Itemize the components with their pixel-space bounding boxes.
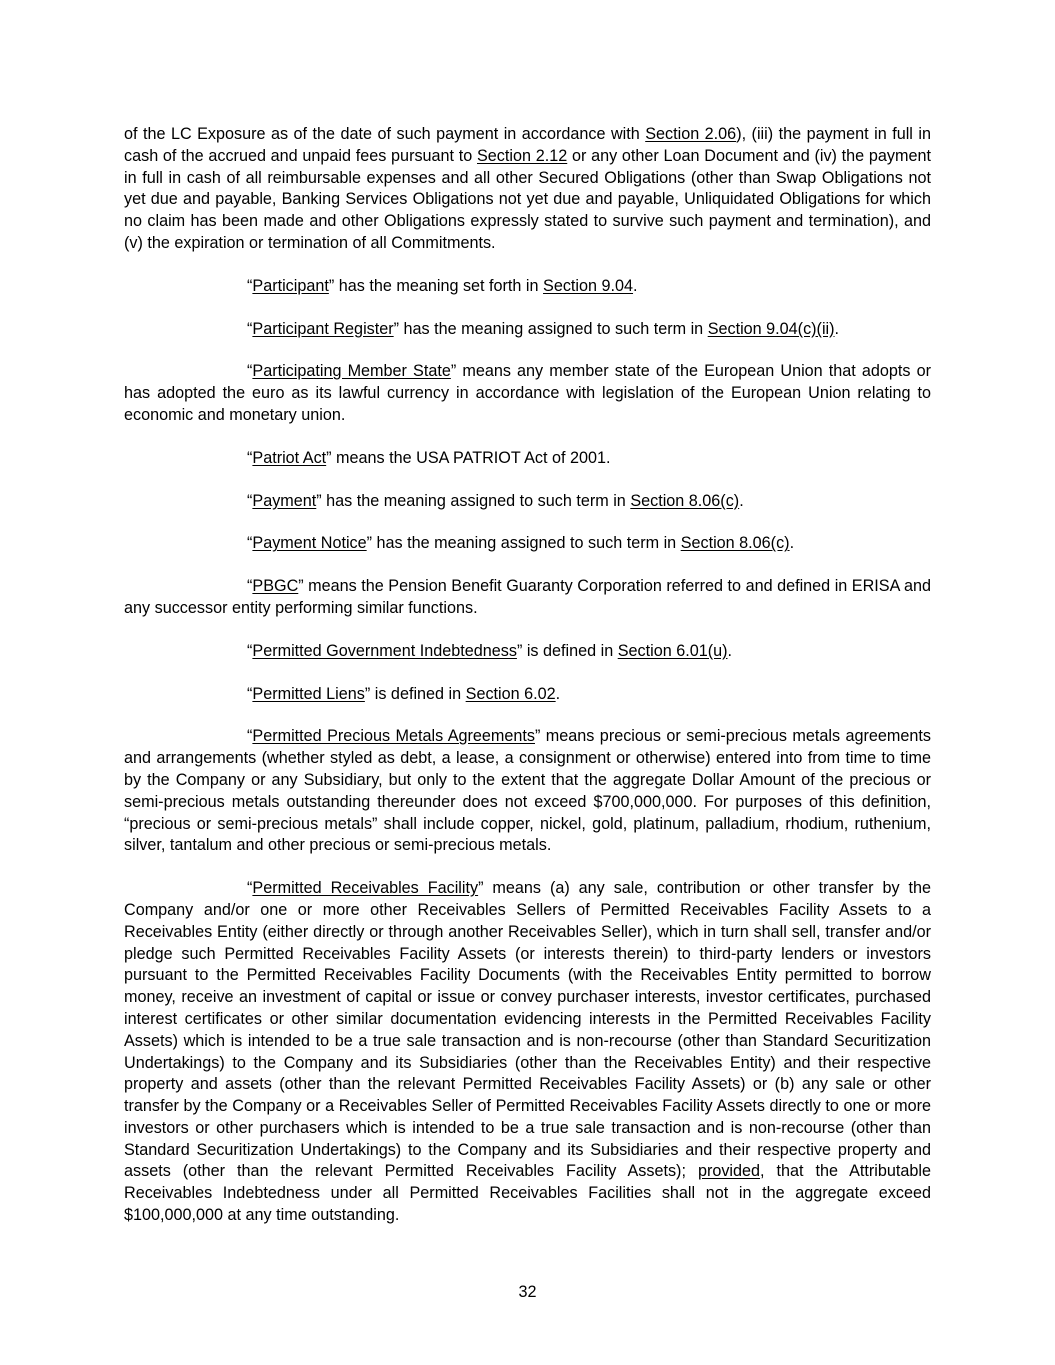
section-2-06-reference: Section 2.06 — [645, 125, 737, 143]
definition-participating-member-state: “Participating Member State” means any member state of the European Union that adopts or has adopted the euro as its lawful currency in accordance with legislation of the European Union relating to economic and monetary union. — [124, 362, 931, 424]
page-number: 32 — [518, 1283, 537, 1301]
definition-pbgc: “PBGC” means the Pension Benefit Guaranty Corporation referred to and defined in ERISA and any successor entity performing similar functions. — [124, 577, 931, 617]
defined-term: Participant — [252, 276, 329, 295]
definition-payment: “Payment” has the meaning assigned to such term in Section 8.06(c). — [247, 491, 744, 510]
document-page — [124, 124, 931, 1248]
definition-patriot-act: “Patriot Act” means the USA PATRIOT Act of 2001. — [247, 448, 611, 467]
provided-term: provided — [697, 1162, 761, 1181]
section-reference: Section 6.02 — [465, 684, 556, 703]
definition-permitted-precious-metals-agreements: “Permitted Precious Metals Agreements” means precious or semi-precious metals agreements and arrangements (whether styled as debt, a lease, a consignment or otherwise) entered into from time to time by the Company or any Subsidiary, but only to the extent that the aggregate Dollar Amount of the precious or semi-precious metals outstanding thereunder does not exceed $700,000,000. For purposes of this definition, “precious or semi-precious metals” shall include copper, nickel, gold, platinum, palladium, rhodium, ruthenium, silver, tantalum and other precious or semi-precious metals. — [124, 727, 931, 855]
defined-term: Permitted Liens — [252, 684, 365, 703]
definition-permitted-receivables-facility: “Permitted Receivables Facility” means (a) any sale, contribution or other transfer by the Company and/or one or more other Receivables Sellers of Permitted Receivables Facility Assets to a Receivables Entity (either directly or through another Receivables Seller), which in turn shall sell, transfer and/or pledge such Permitted Receivables Facility Assets (or interests therein) to third-party lenders or investors pursuant to the Permitted Receivables Facility Documents (with the Receivables Entity permitted to borrow money, receive an investment of capital or issue or convey purchaser interests, investor certificates, purchased interest certificates or other similar documentation evidencing interests in the Permitted Receivables Facility Assets) which is intended to be a true sale transaction and is non-recourse (other than Standard Securitization Undertakings) to the Company and its Subsidiaries (other than the Receivables Entity) and their respective property and assets (other than the relevant Permitted Receivables Facility Assets) or (b) any sale or other transfer by the Company or a Receivables Seller of Permitted Receivables Facility Assets directly to one or more investors or other purchasers which is intended to be a true sale transaction and is non-recourse (other than Standard Securitization Undertakings) to the Company and its Subsidiaries and their respective property and assets (other than the relevant Permitted Receivables Facility Assets); provided, that the Attributable Receivables Indebtedness under all Permitted Receivables Facilities shall not in the aggregate exceed $100,000,000 at any time outstanding. — [124, 879, 932, 1225]
defined-term: Permitted Receivables Facility — [252, 879, 479, 898]
defined-term: Patriot Act — [252, 448, 327, 467]
definition-participant-register: “Participant Register” has the meaning assigned to such term in Section 9.04(c)(ii). — [247, 319, 840, 338]
defined-term: Payment Notice — [252, 534, 367, 553]
defined-term: Permitted Government Indebtedness — [252, 641, 517, 660]
section-reference: Section 9.04 — [543, 276, 634, 295]
defined-term: Participant Register — [252, 319, 394, 338]
section-reference: Section 9.04(c)(ii) — [707, 319, 835, 338]
defined-term: Participating Member State — [252, 362, 451, 381]
paragraph-continuation: of the LC Exposure as of the date of such payment in accordance with Section 2.06), (iii) the payment in full in cash of the accrued and unpaid fees pursuant to Section 2.12 or any other Loan Document and (iv) the payment in full in cash of all reimbursable expenses and all other Secured Obligations (other than Swap Obligations not yet due and payable, Banking Services Obligations not yet due and payable, Unliquidated Obligations for which no claim has been made and other Obligations expressly stated to survive such payment and termination), and (v) the expiration or termination of all Commitments. — [124, 125, 931, 252]
definition-participant: “Participant” has the meaning set forth in Section 9.04. — [247, 276, 638, 295]
definition-permitted-government-indebtedness: “Permitted Government Indebtedness” is defined in Section 6.01(u). — [247, 641, 732, 660]
section-reference: Section 6.01(u) — [617, 641, 728, 660]
defined-term: PBGC — [252, 577, 299, 596]
definition-payment-notice: “Payment Notice” has the meaning assigned to such term in Section 8.06(c). — [247, 534, 795, 553]
section-reference: Section 8.06(c) — [680, 534, 790, 553]
defined-term: Permitted Precious Metals Agreements — [252, 727, 535, 746]
defined-term: Payment — [252, 491, 317, 510]
section-reference: Section 8.06(c) — [630, 491, 740, 510]
definition-permitted-liens: “Permitted Liens” is defined in Section 6.02. — [247, 684, 561, 703]
section-2-12-reference: Section 2.12 — [477, 146, 568, 165]
